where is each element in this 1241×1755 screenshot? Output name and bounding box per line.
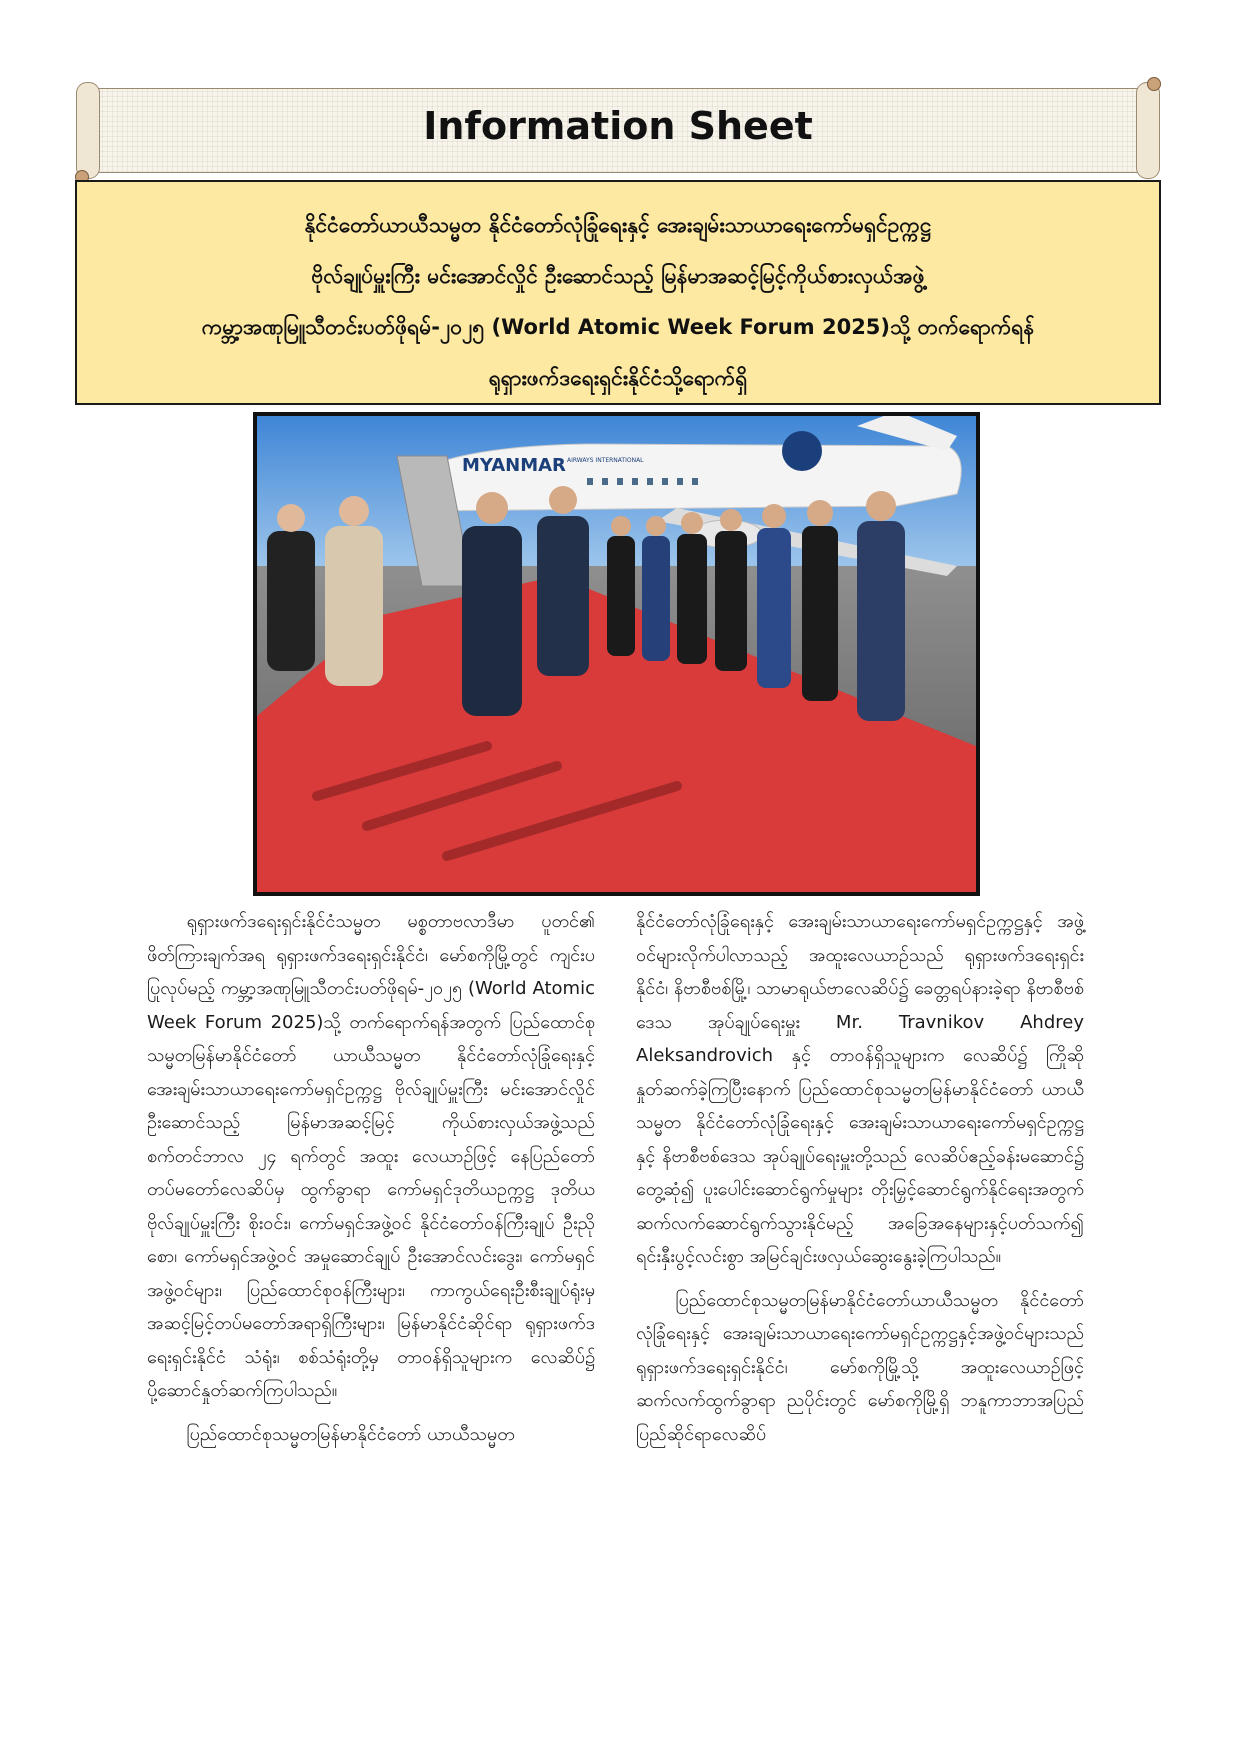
headline-line: ကမ္ဘာ့အဏုမြူသီတင်းပတ်ဖိုရမ်-၂၀၂၅ (World Atomic Week Forum 2025)သို့ တက်ရောက်ရန် <box>201 315 1035 339</box>
aircraft-livery-sub: AIRWAYS INTERNATIONAL <box>567 457 644 464</box>
news-photo <box>253 412 980 896</box>
body-column-right <box>636 905 1084 1461</box>
title-banner <box>74 78 1162 183</box>
body-paragraph: ပြည်ထောင်စုသမ္မတမြန်မာနိုင်ငံတော် ယာယီသမ္မတ <box>186 1423 515 1445</box>
headline-line: ဗိုလ်ချုပ်မှူးကြီး မင်းအောင်လှိုင် ဦးဆောင်သည့် မြန်မာအဆင့်မြင့်ကိုယ်စားလှယ်အဖွဲ့ <box>311 264 925 288</box>
scroll-knob-right <box>1147 77 1161 91</box>
body-paragraph: ပြည်ထောင်စုသမ္မတမြန်မာနိုင်ငံတော်ယာယီသမ္မတ နိုင်ငံတော်လုံခြုံရေးနှင့် အေးချမ်းသာယာရေးကော်မရှင်ဥက္ကဋ္ဌနှင့်အဖွဲ့ဝင်များသည် ရုရှားဖက်ဒရေးရှင်းနိုင်ငံ၊ မော်စကိုမြို့သို့ အထူးလေယာဉ်ဖြင့် ဆက်လက်ထွက်ခွာရာ ညပိုင်းတွင် မော်စကိုမြို့ရှိ ဘနူကာဘာအပြည်ပြည်ဆိုင်ရာလေဆိပ် <box>636 1289 1084 1445</box>
headline-box <box>75 180 1161 405</box>
headline-line: ရုရှားဖက်ဒရေးရှင်းနိုင်ငံသို့ရောက်ရှိ <box>488 366 748 390</box>
airline-logo <box>782 431 822 471</box>
airport-arrival-illustration <box>257 416 976 892</box>
page-title: Information Sheet <box>423 104 813 148</box>
body-paragraph: ရုရှားဖက်ဒရေးရှင်းနိုင်ငံသမ္မတ မစ္စတာဗလာဒီမာ ပူတင်၏ ဖိတ်ကြားချက်အရ ရုရှားဖက်ဒရေးရှင်းနိုင်ငံ၊ မော်စကိုမြို့တွင် ကျင်းပပြုလုပ်မည့် ကမ္ဘာ့အဏုမြူသီတင်းပတ်ဖိုရမ်-၂၀၂၅ (World Atomic Week Forum 2025)သို့ တက်ရောက်ရန်အတွက် ပြည်ထောင်စုသမ္မတမြန်မာနိုင်ငံတော် ယာယီသမ္မတ နိုင်ငံတော်လုံခြုံရေးနှင့် အေးချမ်းသာယာရေးကော်မရှင်ဥက္ကဋ္ဌ ဗိုလ်ချုပ်မှူးကြီး မင်းအောင်လှိုင် ဦးဆောင်သည့် မြန်မာအဆင့်မြင့် ကိုယ်စားလှယ်အဖွဲ့သည် စက်တင်ဘာလ ၂၄ ရက်တွင် အထူး လေယာဉ်ဖြင့် နေပြည်တော် တပ်မတော်လေဆိပ်မှ ထွက်ခွာရာ ကော်မရှင်ဒုတိယဥက္ကဋ္ဌ ဒုတိယဗိုလ်ချုပ်မှူးကြီး စိုးဝင်း၊ ကော်မရှင်အဖွဲ့ဝင် နိုင်ငံတော်ဝန်ကြီးချုပ် ဦးညိုစော၊ ကော်မရှင်အဖွဲ့ဝင် အမှုဆောင်ချုပ် ဦးအောင်လင်းဒွေး၊ ကော်မရှင်အဖွဲ့ဝင်များ၊ ပြည်ထောင်စုဝန်ကြီးများ၊ ကာကွယ်ရေးဦးစီးချုပ်ရုံးမှ အဆင့်မြင့်တပ်မတော်အရာရှိကြီးများ၊ မြန်မာနိုင်ငံဆိုင်ရာ ရုရှားဖက်ဒရေးရှင်းနိုင်ငံ သံရုံး၊ စစ်သံရုံးတို့မှ တာဝန်ရှိသူများက လေဆိပ်၌ ပို့ဆောင်နှုတ်ဆက်ကြပါသည်။ <box>147 911 595 1401</box>
headline-line: နိုင်ငံတော်ယာယီသမ္မတ နိုင်ငံတော်လုံခြုံရေးနှင့် အေးချမ်းသာယာရေးကော်မရှင်ဥက္ကဋ္ဌ <box>304 213 932 237</box>
body-paragraph: နိုင်ငံတော်လုံခြုံရေးနှင့် အေးချမ်းသာယာရေးကော်မရှင်ဥက္ကဋ္ဌနှင့် အဖွဲ့ဝင်များလိုက်ပါလာသည့် အထူးလေယာဉ်သည် ရုရှားဖက်ဒရေးရှင်းနိုင်ငံ၊ နိဗာစီဗစ်မြို့၊ သာမာရုယ်ဗာလေဆိပ်၌ ခေတ္တရပ်နားခဲ့ရာ နိဗာစီဗစ်ဒေသ အုပ်ချုပ်ရေးမှူး Mr. Travnikov Ahdrey Aleksandrovich နှင့် တာဝန်ရှိသူများက လေဆိပ်၌ ကြိုဆိုနှုတ်ဆက်ခဲ့ကြပြီးနောက် ပြည်ထောင်စုသမ္မတမြန်မာနိုင်ငံတော် ယာယီသမ္မတ နိုင်ငံတော်လုံခြုံရေးနှင့် အေးချမ်းသာယာရေးကော်မရှင်ဥက္ကဋ္ဌနှင့် နိဗာစီဗစ်ဒေသ အုပ်ချုပ်ရေးမှူးတို့သည် လေဆိပ်ဧည့်ခန်းမဆောင်၌ တွေ့ဆုံ၍ ပူးပေါင်းဆောင်ရွက်မှုများ တိုးမြှင့်ဆောင်ရွက်နိုင်ရေးအတွက် ဆက်လက်ဆောင်ရွက်သွားနိုင်မည့် အခြေအနေများနှင့်ပတ်သက်၍ ရင်းနှီးပွင့်လင်းစွာ အမြင်ချင်းဖလှယ်ဆွေးနွေးခဲ့ကြပါသည်။ <box>636 911 1084 1267</box>
aircraft-livery: MYANMAR <box>462 455 566 476</box>
body-column-left <box>147 905 595 1461</box>
